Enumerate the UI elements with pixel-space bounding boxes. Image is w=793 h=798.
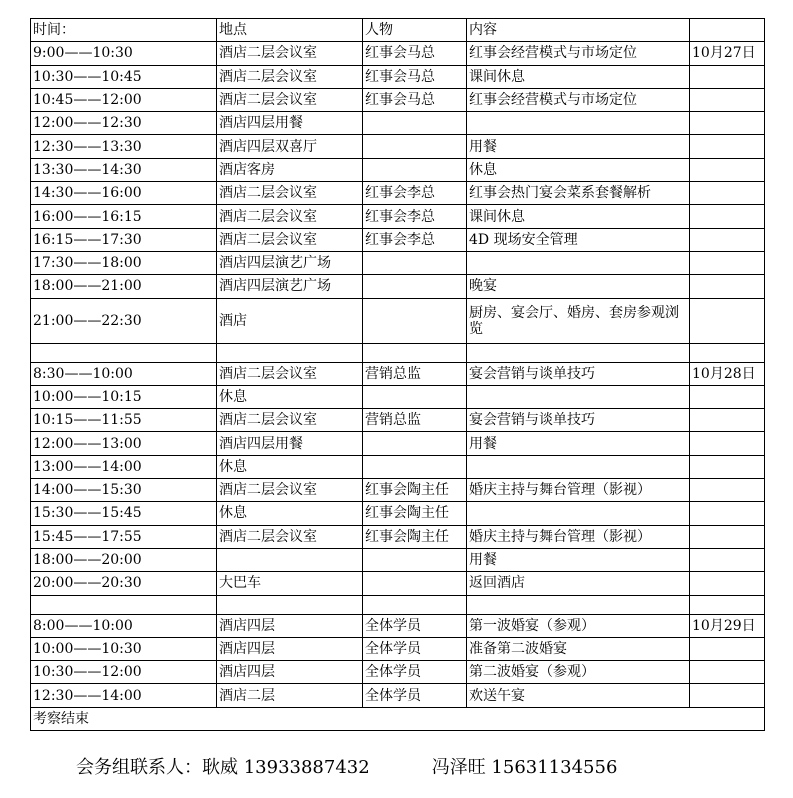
cell-time: 12:00——12:30 [31,112,217,135]
cell-time: 12:30——13:30 [31,135,217,158]
cell-time: 8:00——10:00 [31,614,217,637]
table-row [31,684,765,707]
cell-content: 4D 现场安全管理 [467,228,690,251]
cell-time: 9:00——10:30 [31,42,217,65]
cell-location: 酒店四层 [217,661,363,684]
cell-location: 酒店二层会议室 [217,362,363,385]
cell-date [690,88,765,111]
cell-location: 酒店二层会议室 [217,42,363,65]
cell-person [363,112,467,135]
cell-content: 宴会营销与谈单技巧 [467,409,690,432]
cell-time: 18:00——20:00 [31,548,217,571]
table-row [31,432,765,455]
cell-person: 红事会李总 [363,182,467,205]
cell-time: 14:00——15:30 [31,479,217,502]
cell-person [363,572,467,595]
cell-person: 红事会马总 [363,42,467,65]
cell-location: 休息 [217,455,363,478]
cell-time: 13:00——14:00 [31,455,217,478]
cell-person: 红事会陶主任 [363,479,467,502]
cell-person: 红事会陶主任 [363,525,467,548]
spacer-row [31,343,765,362]
cell-content [467,502,690,525]
cell-location: 酒店 [217,298,363,343]
cell-location [217,595,363,614]
contact-line [76,756,617,780]
table-row [31,88,765,111]
cell-time: 10:45——12:00 [31,88,217,111]
cell-person [363,595,467,614]
cell-location: 酒店二层会议室 [217,228,363,251]
table-row [31,661,765,684]
cell-content [467,595,690,614]
cell-location: 大巴车 [217,572,363,595]
cell-location: 酒店客房 [217,158,363,181]
cell-person: 红事会马总 [363,65,467,88]
cell-location: 酒店二层会议室 [217,409,363,432]
cell-content [467,251,690,274]
cell-person: 营销总监 [363,409,467,432]
cell-person: 全体学员 [363,661,467,684]
cell-location: 酒店四层用餐 [217,432,363,455]
cell-location: 酒店二层会议室 [217,205,363,228]
cell-content: 用餐 [467,432,690,455]
cell-content: 返回酒店 [467,572,690,595]
cell-content: 课间休息 [467,205,690,228]
cell-content [467,385,690,408]
cell-content: 用餐 [467,548,690,571]
cell-time: 21:00——22:30 [31,298,217,343]
table-row [31,362,765,385]
cell-location: 酒店四层演艺广场 [217,275,363,298]
cell-content [467,343,690,362]
cell-location: 酒店二层会议室 [217,65,363,88]
cell-date [690,595,765,614]
table-row [31,298,765,343]
table-row [31,614,765,637]
cell-date: 10月27日 [690,42,765,65]
cell-date [690,251,765,274]
table-row [31,479,765,502]
cell-location: 酒店二层会议室 [217,525,363,548]
cell-time: 10:30——10:45 [31,65,217,88]
cell-time: 8:30——10:00 [31,362,217,385]
cell-time: 15:30——15:45 [31,502,217,525]
cell-content: 红事会热门宴会菜系套餐解析 [467,182,690,205]
table-row [31,135,765,158]
cell-person [363,432,467,455]
cell-date [690,432,765,455]
cell-content: 休息 [467,158,690,181]
cell-person: 红事会陶主任 [363,502,467,525]
table-row [31,228,765,251]
table-row [31,42,765,65]
header-date [690,19,765,42]
cell-location: 休息 [217,385,363,408]
cell-content: 厨房、宴会厅、婚房、套房参观浏览 [467,298,690,343]
cell-time: 17:30——18:00 [31,251,217,274]
cell-location: 酒店四层演艺广场 [217,251,363,274]
table-row [31,572,765,595]
header-location: 地点 [217,19,363,42]
cell-time: 10:00——10:30 [31,637,217,660]
table-row [31,182,765,205]
cell-date [690,502,765,525]
cell-person [363,455,467,478]
table-row [31,112,765,135]
cell-time: 14:30——16:00 [31,182,217,205]
cell-time [31,595,217,614]
cell-date [690,548,765,571]
table-row [31,205,765,228]
cell-content: 婚庆主持与舞台管理（影视） [467,525,690,548]
cell-content: 第一波婚宴（参观） [467,614,690,637]
cell-location: 酒店二层 [217,684,363,707]
header-time: 时间： [31,19,217,42]
cell-person [363,135,467,158]
cell-location: 酒店二层会议室 [217,88,363,111]
cell-person: 全体学员 [363,637,467,660]
table-row [31,275,765,298]
contact-label: 会务组联系人： [76,757,202,778]
cell-location: 休息 [217,502,363,525]
cell-person [363,385,467,408]
cell-content [467,455,690,478]
cell-person: 全体学员 [363,614,467,637]
end-row [31,707,765,730]
cell-time: 10:15——11:55 [31,409,217,432]
cell-time: 10:00——10:15 [31,385,217,408]
cell-date [690,228,765,251]
cell-date [690,637,765,660]
schedule-body [31,19,765,731]
cell-content: 红事会经营模式与市场定位 [467,42,690,65]
cell-person [363,158,467,181]
cell-person: 红事会马总 [363,88,467,111]
table-row [31,525,765,548]
cell-date: 10月29日 [690,614,765,637]
cell-date [690,65,765,88]
header-row [31,19,765,42]
header-content: 内容 [467,19,690,42]
table-row [31,637,765,660]
cell-date [690,684,765,707]
cell-content: 晚宴 [467,275,690,298]
cell-content: 红事会经营模式与市场定位 [467,88,690,111]
table-row [31,409,765,432]
cell-content: 欢送午宴 [467,684,690,707]
cell-date [690,112,765,135]
cell-person: 全体学员 [363,684,467,707]
cell-time: 12:00——13:00 [31,432,217,455]
cell-person [363,548,467,571]
cell-content: 宴会营销与谈单技巧 [467,362,690,385]
table-row [31,385,765,408]
cell-person [363,343,467,362]
spacer-row [31,595,765,614]
contact-person-1: 耿威 13933887432 [202,757,370,778]
end-text: 考察结束 [31,707,765,730]
cell-date [690,275,765,298]
cell-date [690,409,765,432]
cell-date [690,205,765,228]
cell-date [690,455,765,478]
cell-location [217,343,363,362]
cell-date [690,298,765,343]
contact-person-2: 冯泽旺 15631134556 [431,757,618,778]
table-row [31,158,765,181]
cell-time: 18:00——21:00 [31,275,217,298]
cell-time: 15:45——17:55 [31,525,217,548]
header-person: 人物 [363,19,467,42]
schedule-table [30,18,765,731]
cell-content: 婚庆主持与舞台管理（影视） [467,479,690,502]
cell-location: 酒店二层会议室 [217,182,363,205]
cell-time: 12:30——14:00 [31,684,217,707]
cell-location: 酒店四层 [217,637,363,660]
cell-person [363,251,467,274]
cell-time: 16:00——16:15 [31,205,217,228]
cell-date [690,661,765,684]
cell-location: 酒店二层会议室 [217,479,363,502]
cell-person [363,275,467,298]
cell-location [217,548,363,571]
cell-content: 第二波婚宴（参观） [467,661,690,684]
cell-location: 酒店四层用餐 [217,112,363,135]
cell-time: 10:30——12:00 [31,661,217,684]
cell-date [690,572,765,595]
cell-content: 用餐 [467,135,690,158]
cell-location: 酒店四层 [217,614,363,637]
table-row [31,502,765,525]
cell-person [363,298,467,343]
cell-content: 准备第二波婚宴 [467,637,690,660]
cell-date [690,135,765,158]
table-row [31,65,765,88]
cell-date [690,182,765,205]
cell-time: 20:00——20:30 [31,572,217,595]
table-row [31,455,765,478]
table-row [31,548,765,571]
cell-person: 红事会李总 [363,228,467,251]
cell-time: 16:15——17:30 [31,228,217,251]
cell-content: 课间休息 [467,65,690,88]
cell-date [690,385,765,408]
cell-person: 营销总监 [363,362,467,385]
cell-location: 酒店四层双喜厅 [217,135,363,158]
cell-content [467,112,690,135]
cell-date [690,525,765,548]
cell-person: 红事会李总 [363,205,467,228]
cell-date [690,479,765,502]
cell-time [31,343,217,362]
table-row [31,251,765,274]
cell-time: 13:30——14:30 [31,158,217,181]
cell-date [690,158,765,181]
cell-date: 10月28日 [690,362,765,385]
cell-date [690,343,765,362]
